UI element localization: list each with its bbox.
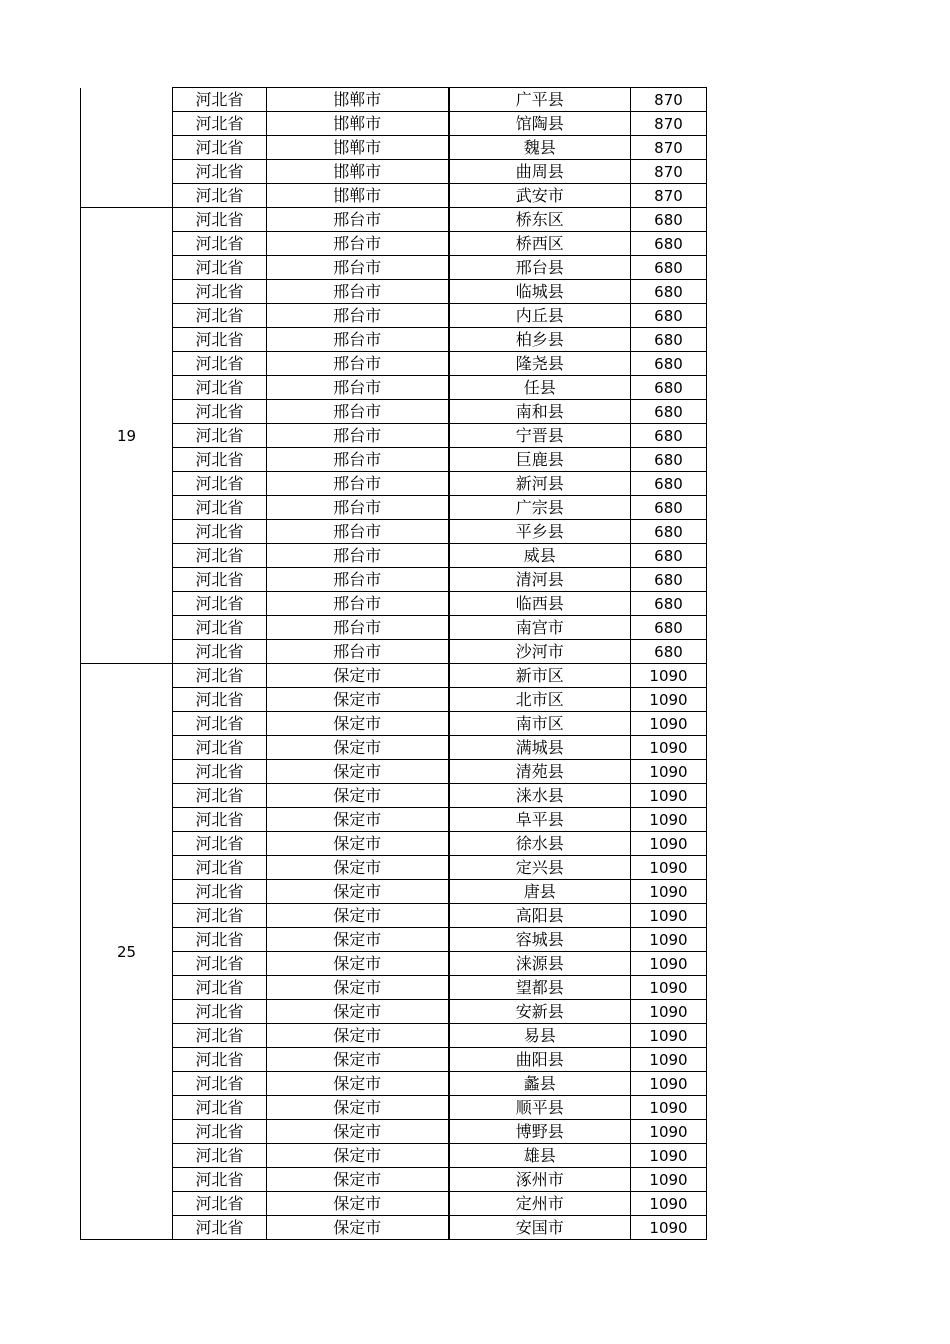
province-cell: 河北省 [173,1072,267,1096]
city-cell: 保定市 [267,712,449,736]
table-row [81,904,707,928]
city-cell: 保定市 [267,952,449,976]
county-cell: 唐县 [449,880,631,904]
county-cell: 望都县 [449,976,631,1000]
province-cell: 河北省 [173,760,267,784]
county-cell: 安新县 [449,1000,631,1024]
province-cell: 河北省 [173,88,267,112]
city-cell: 邯郸市 [267,184,449,208]
county-cell: 邢台县 [449,256,631,280]
value-cell: 1090 [631,736,707,760]
city-cell: 保定市 [267,808,449,832]
table-row [81,400,707,424]
province-cell: 河北省 [173,784,267,808]
city-cell: 邢台市 [267,448,449,472]
county-cell: 魏县 [449,136,631,160]
province-cell: 河北省 [173,616,267,640]
value-cell: 680 [631,568,707,592]
province-cell: 河北省 [173,232,267,256]
value-cell: 1090 [631,1144,707,1168]
county-cell: 巨鹿县 [449,448,631,472]
province-cell: 河北省 [173,136,267,160]
value-cell: 1090 [631,808,707,832]
value-cell: 680 [631,424,707,448]
city-cell: 邢台市 [267,280,449,304]
city-cell: 邢台市 [267,544,449,568]
value-cell: 1090 [631,856,707,880]
city-cell: 保定市 [267,688,449,712]
table-row [81,1072,707,1096]
county-cell: 涞水县 [449,784,631,808]
table-row [81,328,707,352]
value-cell: 680 [631,496,707,520]
value-cell: 1090 [631,904,707,928]
value-cell: 680 [631,280,707,304]
city-cell: 保定市 [267,760,449,784]
value-cell: 1090 [631,664,707,688]
county-cell: 定州市 [449,1192,631,1216]
city-cell: 保定市 [267,928,449,952]
value-cell: 680 [631,616,707,640]
city-cell: 保定市 [267,904,449,928]
county-cell: 馆陶县 [449,112,631,136]
province-cell: 河北省 [173,424,267,448]
province-cell: 河北省 [173,472,267,496]
table-row [81,808,707,832]
table-row [81,520,707,544]
city-cell: 保定市 [267,976,449,1000]
city-cell: 邯郸市 [267,112,449,136]
value-cell: 1090 [631,880,707,904]
county-cell: 南市区 [449,712,631,736]
value-cell: 1090 [631,1216,707,1240]
value-cell: 680 [631,520,707,544]
value-cell: 870 [631,160,707,184]
province-cell: 河北省 [173,184,267,208]
county-cell: 北市区 [449,688,631,712]
province-cell: 河北省 [173,304,267,328]
group-number-cell [81,88,173,208]
table-row [81,712,707,736]
county-cell: 满城县 [449,736,631,760]
city-cell: 邢台市 [267,640,449,664]
table-row [81,568,707,592]
province-cell: 河北省 [173,256,267,280]
table-row [81,880,707,904]
table-row [81,376,707,400]
value-cell: 680 [631,640,707,664]
table-row [81,424,707,448]
table-row [81,448,707,472]
city-cell: 保定市 [267,1000,449,1024]
province-cell: 河北省 [173,856,267,880]
province-cell: 河北省 [173,880,267,904]
table-row [81,160,707,184]
province-cell: 河北省 [173,1120,267,1144]
city-cell: 保定市 [267,784,449,808]
province-cell: 河北省 [173,400,267,424]
city-cell: 邢台市 [267,400,449,424]
province-cell: 河北省 [173,928,267,952]
value-cell: 1090 [631,1168,707,1192]
table-row [81,1120,707,1144]
table-row [81,640,707,664]
province-cell: 河北省 [173,832,267,856]
city-cell: 邢台市 [267,616,449,640]
city-cell: 邢台市 [267,472,449,496]
value-cell: 1090 [631,1120,707,1144]
value-cell: 680 [631,256,707,280]
value-cell: 680 [631,472,707,496]
table-row [81,1048,707,1072]
value-cell: 870 [631,88,707,112]
province-cell: 河北省 [173,1216,267,1240]
county-cell: 曲周县 [449,160,631,184]
county-cell: 清苑县 [449,760,631,784]
county-cell: 容城县 [449,928,631,952]
table-row [81,1168,707,1192]
province-cell: 河北省 [173,568,267,592]
county-cell: 广宗县 [449,496,631,520]
county-cell: 徐水县 [449,832,631,856]
county-cell: 阜平县 [449,808,631,832]
table-row [81,1216,707,1240]
city-cell: 邯郸市 [267,136,449,160]
county-cell: 临城县 [449,280,631,304]
city-cell: 保定市 [267,1048,449,1072]
value-cell: 1090 [631,1000,707,1024]
city-cell: 保定市 [267,664,449,688]
county-cell: 涞源县 [449,952,631,976]
value-cell: 1090 [631,712,707,736]
county-cell: 博野县 [449,1120,631,1144]
table-row [81,616,707,640]
province-cell: 河北省 [173,544,267,568]
table-row [81,784,707,808]
table-row [81,184,707,208]
city-cell: 邢台市 [267,376,449,400]
city-cell: 保定市 [267,1024,449,1048]
value-cell: 1090 [631,1072,707,1096]
province-cell: 河北省 [173,1000,267,1024]
province-cell: 河北省 [173,448,267,472]
table-row [81,88,707,112]
county-cell: 临西县 [449,592,631,616]
value-cell: 680 [631,304,707,328]
province-cell: 河北省 [173,664,267,688]
county-cell: 内丘县 [449,304,631,328]
table-row [81,208,707,232]
city-cell: 邢台市 [267,256,449,280]
value-cell: 680 [631,544,707,568]
value-cell: 870 [631,112,707,136]
province-cell: 河北省 [173,592,267,616]
table-row [81,1192,707,1216]
table-row [81,256,707,280]
value-cell: 1090 [631,976,707,1000]
table-row [81,472,707,496]
group-number-cell: 19 [81,208,173,664]
province-cell: 河北省 [173,1096,267,1120]
table-row [81,496,707,520]
group-number-cell: 25 [81,664,173,1240]
county-cell: 易县 [449,1024,631,1048]
city-cell: 保定市 [267,1216,449,1240]
province-cell: 河北省 [173,496,267,520]
county-cell: 南和县 [449,400,631,424]
province-cell: 河北省 [173,952,267,976]
value-cell: 1090 [631,928,707,952]
county-cell: 定兴县 [449,856,631,880]
county-cell: 蠡县 [449,1072,631,1096]
city-cell: 邢台市 [267,568,449,592]
table-row [81,112,707,136]
table-row [81,928,707,952]
province-cell: 河北省 [173,352,267,376]
table-row [81,832,707,856]
value-cell: 870 [631,184,707,208]
city-cell: 邯郸市 [267,160,449,184]
county-cell: 桥东区 [449,208,631,232]
province-cell: 河北省 [173,688,267,712]
table-row [81,664,707,688]
county-cell: 新市区 [449,664,631,688]
county-cell: 清河县 [449,568,631,592]
value-cell: 680 [631,232,707,256]
value-cell: 1090 [631,1024,707,1048]
province-cell: 河北省 [173,520,267,544]
value-cell: 1090 [631,832,707,856]
province-cell: 河北省 [173,640,267,664]
table-body [81,88,707,1240]
city-cell: 邢台市 [267,520,449,544]
city-cell: 邢台市 [267,208,449,232]
county-cell: 隆尧县 [449,352,631,376]
value-cell: 680 [631,376,707,400]
table-row [81,736,707,760]
city-cell: 保定市 [267,1192,449,1216]
table-row [81,136,707,160]
city-cell: 保定市 [267,832,449,856]
table-row [81,304,707,328]
city-cell: 邢台市 [267,304,449,328]
county-cell: 涿州市 [449,1168,631,1192]
province-cell: 河北省 [173,1048,267,1072]
city-cell: 保定市 [267,736,449,760]
table-row [81,1144,707,1168]
table-row [81,856,707,880]
province-cell: 河北省 [173,1024,267,1048]
table-row [81,1024,707,1048]
value-cell: 1090 [631,760,707,784]
city-cell: 邢台市 [267,592,449,616]
county-cell: 顺平县 [449,1096,631,1120]
county-cell: 高阳县 [449,904,631,928]
county-cell: 沙河市 [449,640,631,664]
province-cell: 河北省 [173,1144,267,1168]
province-cell: 河北省 [173,1168,267,1192]
province-cell: 河北省 [173,712,267,736]
city-cell: 邢台市 [267,232,449,256]
county-cell: 广平县 [449,88,631,112]
county-cell: 武安市 [449,184,631,208]
table-row [81,544,707,568]
province-cell: 河北省 [173,328,267,352]
value-cell: 1090 [631,952,707,976]
table-row [81,976,707,1000]
value-cell: 1090 [631,1192,707,1216]
county-cell: 安国市 [449,1216,631,1240]
city-cell: 保定市 [267,1120,449,1144]
county-table [80,87,707,1240]
county-cell: 任县 [449,376,631,400]
table-row [81,280,707,304]
county-cell: 平乡县 [449,520,631,544]
value-cell: 680 [631,400,707,424]
table-row [81,1000,707,1024]
province-cell: 河北省 [173,808,267,832]
value-cell: 870 [631,136,707,160]
table-row [81,760,707,784]
city-cell: 保定市 [267,1096,449,1120]
county-cell: 南宫市 [449,616,631,640]
province-cell: 河北省 [173,736,267,760]
city-cell: 邢台市 [267,496,449,520]
province-cell: 河北省 [173,160,267,184]
table-row [81,232,707,256]
county-cell: 雄县 [449,1144,631,1168]
city-cell: 保定市 [267,1072,449,1096]
value-cell: 1090 [631,1096,707,1120]
city-cell: 邯郸市 [267,88,449,112]
table-row [81,352,707,376]
county-cell: 威县 [449,544,631,568]
county-cell: 曲阳县 [449,1048,631,1072]
table-row [81,952,707,976]
province-cell: 河北省 [173,904,267,928]
province-cell: 河北省 [173,376,267,400]
city-cell: 邢台市 [267,352,449,376]
value-cell: 1090 [631,784,707,808]
value-cell: 1090 [631,688,707,712]
value-cell: 680 [631,592,707,616]
value-cell: 1090 [631,1048,707,1072]
value-cell: 680 [631,448,707,472]
value-cell: 680 [631,328,707,352]
county-cell: 桥西区 [449,232,631,256]
city-cell: 保定市 [267,856,449,880]
county-cell: 宁晋县 [449,424,631,448]
city-cell: 邢台市 [267,328,449,352]
city-cell: 保定市 [267,1168,449,1192]
table-row [81,592,707,616]
city-cell: 保定市 [267,1144,449,1168]
province-cell: 河北省 [173,976,267,1000]
province-cell: 河北省 [173,112,267,136]
province-cell: 河北省 [173,280,267,304]
table-row [81,688,707,712]
table-row [81,1096,707,1120]
province-cell: 河北省 [173,208,267,232]
county-cell: 新河县 [449,472,631,496]
city-cell: 保定市 [267,880,449,904]
value-cell: 680 [631,208,707,232]
county-cell: 柏乡县 [449,328,631,352]
value-cell: 680 [631,352,707,376]
province-cell: 河北省 [173,1192,267,1216]
city-cell: 邢台市 [267,424,449,448]
